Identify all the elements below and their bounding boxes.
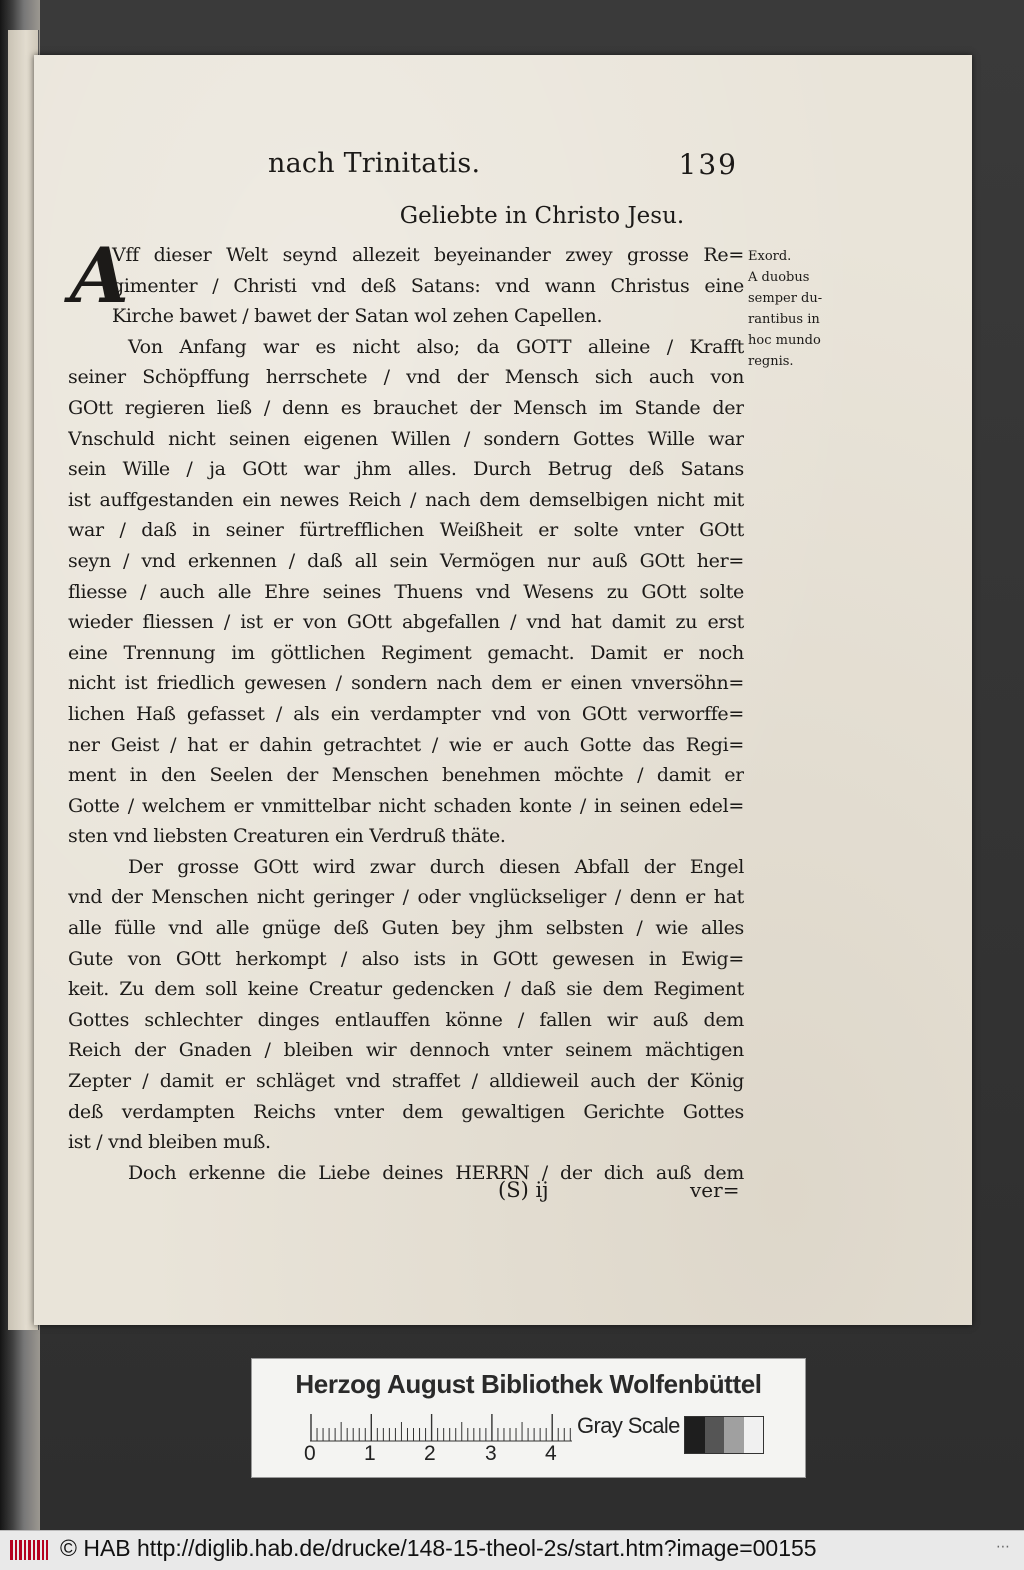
marginal-note-line: regnis.: [748, 354, 794, 369]
text-line: keit. Zu dem soll keine Creatur gedencken / daß sie dem Regiment: [68, 978, 744, 1001]
hab-logo-icon: [8, 1537, 50, 1563]
text-line: deß verdampten Reichs vnter dem gewaltigen Gerichte Gottes: [68, 1100, 744, 1123]
text-line: ist / vnd bleiben muß.: [68, 1131, 271, 1154]
drop-cap-initial: A: [70, 231, 129, 320]
marginal-note-line: hoc mundo: [748, 333, 821, 348]
text-line: Doch erkenne die Liebe deines HERRN / der dich auß dem: [128, 1161, 744, 1184]
text-line: nicht ist friedlich gewesen / sondern nach dem er einen vnversöhn=: [68, 672, 744, 695]
text-line: vnd der Menschen nicht geringer / oder vnglückseliger / denn er hat: [68, 886, 744, 909]
text-line: seyn / vnd erkennen / daß all sein Vermögen nur auß GOtt her=: [68, 549, 744, 572]
text-line: fliesse / auch alle Ehre seines Thuens vnd Wesens zu GOtt solte: [68, 580, 744, 603]
gray-swatch: [724, 1417, 744, 1453]
gray-scale-label: Gray Scale: [577, 1413, 680, 1438]
source-url[interactable]: © HAB http://diglib.hab.de/drucke/148-15-theol-2s/start.htm?image=00155: [60, 1535, 817, 1561]
ruler-label: 3: [485, 1442, 497, 1465]
text-line: eine Trennung im göttlichen Regiment gemacht. Damit er noch: [68, 641, 744, 664]
text-line: lichen Haß gefasset / als ein verdampter vnd von GOtt verworffe=: [68, 702, 744, 725]
text-line: ment in den Seelen der Menschen benehmen möchte / damit er: [68, 764, 744, 787]
text-line: alle fülle vnd alle gnüge deß Guten bey jhm selbsten / wie alles: [68, 917, 744, 940]
scale-ruler: [310, 1414, 572, 1442]
color-reference-card: [251, 1358, 806, 1478]
text-line: Von Anfang war es nicht also; da GOTT alleine / Krafft: [128, 335, 744, 358]
text-line: ist auffgestanden ein newes Reich / nach dem demselbigen nicht mit: [68, 488, 744, 511]
text-line: gimenter / Christi vnd deß Satans: vnd wann Christus eine: [112, 274, 744, 297]
text-line: Gute von GOtt herkompt / also ists in GOtt gewesen in Ewig=: [68, 947, 744, 970]
gray-swatch: [705, 1417, 725, 1453]
text-line: GOtt regieren ließ / denn es brauchet der Mensch im Stande der: [68, 396, 744, 419]
text-line: wieder fliessen / ist er von GOtt abgefallen / vnd hat damit zu erst: [68, 611, 744, 634]
gray-scale-swatches: [684, 1416, 764, 1454]
gray-swatch: [685, 1417, 705, 1453]
ruler-label: 2: [424, 1442, 436, 1465]
marginal-note-line: semper du-: [748, 291, 823, 306]
library-name: Herzog August Bibliothek Wolfenbüttel: [295, 1369, 762, 1399]
section-heading: Geliebte in Christo Jesu.: [399, 203, 685, 229]
text-line: war / daß in seiner fürtrefflichen Weißheit er solte vnter GOtt: [68, 519, 744, 542]
text-line: seiner Schöpffung herrschete / vnd der Mensch sich auch von: [68, 366, 744, 389]
running-title: nach Trinitatis.: [268, 148, 481, 179]
text-line: ner Geist / hat er dahin getrachtet / wie er auch Gotte das Regi=: [68, 733, 744, 756]
gray-swatch: [744, 1417, 764, 1453]
source-url-bar: [0, 1530, 1024, 1570]
catchword: ver=: [690, 1178, 740, 1202]
text-line: Kirche bawet / bawet der Satan wol zehen Capellen.: [112, 305, 603, 328]
text-line: Reich der Gnaden / bleiben wir dennoch vnter seinem mächtigen: [68, 1039, 744, 1062]
marginal-note-line: Exord.: [748, 249, 792, 264]
text-line: sten vnd liebsten Creaturen ein Verdruß thäte.: [68, 825, 506, 848]
running-head: [268, 148, 738, 188]
marginal-note-line: A duobus: [748, 270, 810, 285]
marginal-note-line: rantibus in: [748, 312, 820, 327]
signature-mark: (S) ij: [498, 1178, 549, 1202]
text-line: Gottes schlechter dinges entlauffen könne / fallen wir auß dem: [68, 1008, 744, 1031]
more-icon: ⋯: [996, 1539, 1010, 1555]
text-line: Zepter / damit er schläget vnd straffet / alldieweil auch der König: [68, 1070, 744, 1093]
text-line: Vnschuld nicht seinen eigenen Willen / sondern Gottes Wille war: [68, 427, 744, 450]
ruler-labels: [304, 1442, 574, 1468]
ruler-label: 4: [545, 1442, 557, 1465]
text-line: Vff dieser Welt seynd allezeit beyeinander zwey grosse Re=: [112, 244, 744, 266]
text-line: sein Wille / ja GOtt war jhm alles. Durch Betrug deß Satans: [68, 458, 744, 481]
text-line: Gotte / welchem er vnmittelbar nicht schaden konte / in seinen edel=: [68, 794, 744, 817]
body-text: [68, 231, 744, 1188]
marginal-note: [748, 246, 844, 372]
ruler-label: 1: [364, 1442, 376, 1465]
ruler-label: 0: [304, 1442, 316, 1465]
text-line: Der grosse GOtt wird zwar durch diesen Abfall der Engel: [128, 855, 744, 878]
page-number: 139: [678, 148, 738, 181]
